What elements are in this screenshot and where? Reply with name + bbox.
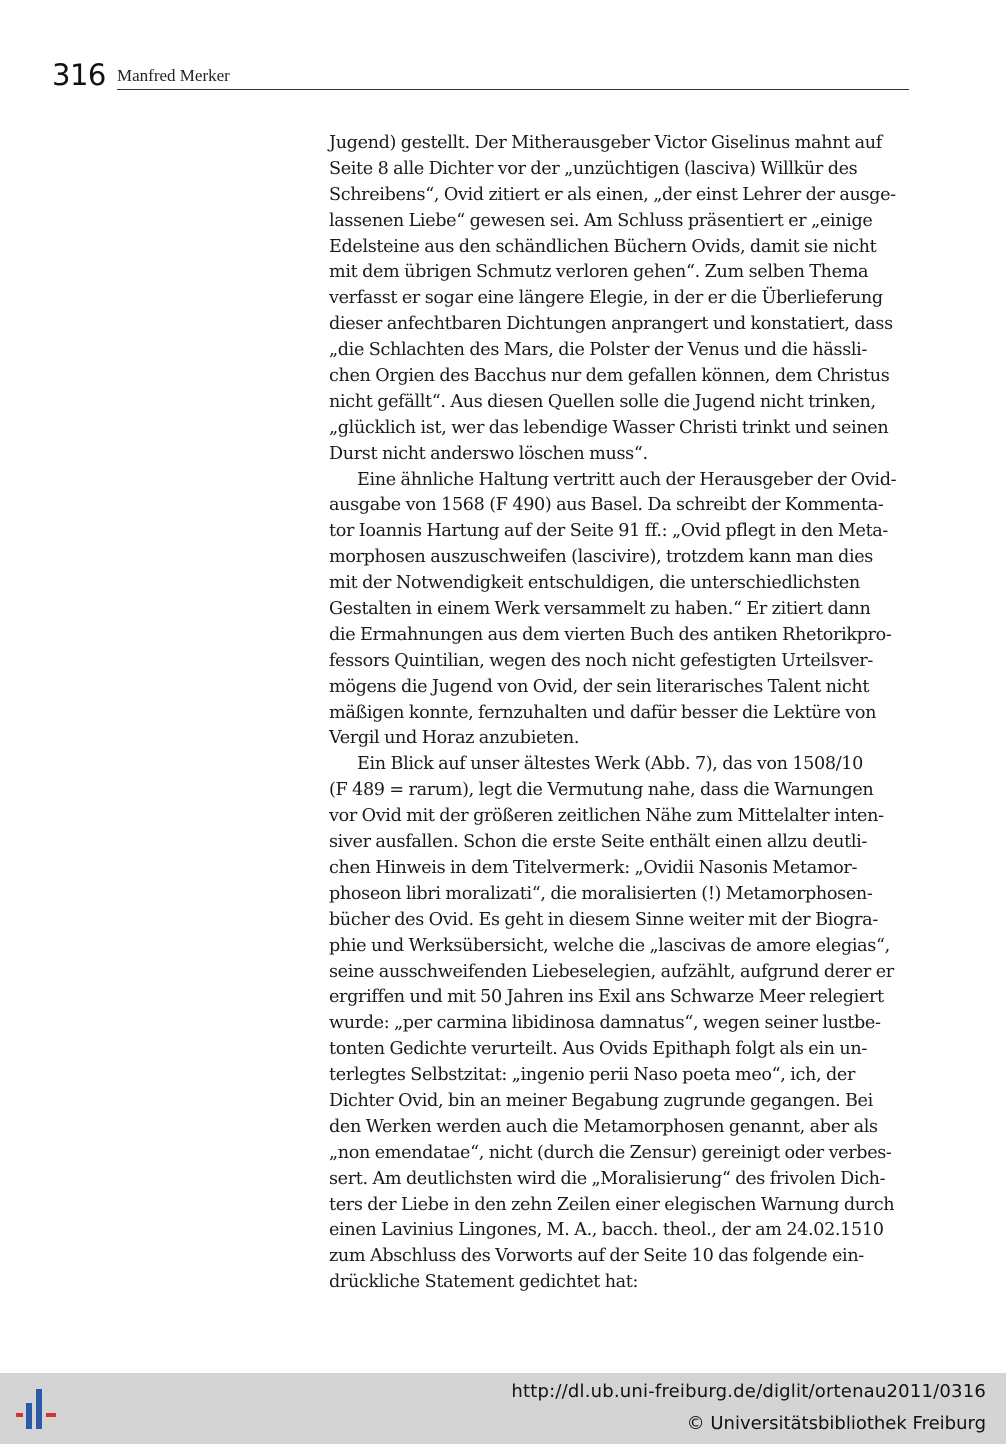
text-line: ergriffen und mit 50 Jahren ins Exil ans Schwarze Meer relegiert — [329, 987, 884, 1008]
text-line: lassenen Liebe“ gewesen sei. Am Schluss präsentiert er „einige — [329, 210, 873, 231]
text-line: (F 489 = rarum), legt die Vermutung nahe, dass die Warnungen — [329, 780, 874, 801]
text-line: bücher des Ovid. Es geht in diesem Sinne weiter mit der Biogra- — [329, 909, 878, 930]
text-line: nicht gefällt“. Aus diesen Quellen solle die Jugend nicht trinken, — [329, 391, 876, 412]
body-text — [329, 131, 909, 1296]
text-line: phoseon libri moralizati“, die moralisierten (!) Metamorphosen- — [329, 883, 873, 904]
text-line: Gestalten in einem Werk versammelt zu haben.“ Er zitiert dann — [329, 599, 871, 620]
text-line: mögens die Jugend von Ovid, der sein literarisches Talent nicht — [329, 676, 870, 697]
text-line: wurde: „per carmina libidinosa damnatus“, wegen seiner lustbe- — [329, 1013, 881, 1034]
text-line: mäßigen konnte, fernzuhalten und dafür besser die Lektüre von — [329, 702, 877, 723]
text-line: ters der Liebe in den zehn Zeilen einer elegischen Warnung durch — [329, 1194, 895, 1215]
text-line: vor Ovid mit der größeren zeitlichen Nähe zum Mittelalter inten- — [329, 806, 884, 827]
text-line: seine ausschweifenden Liebeselegien, aufzählt, aufgrund derer er — [329, 961, 894, 982]
text-line: chen Orgien des Bacchus nur dem gefallen können, dem Christus — [329, 366, 890, 387]
text-line: sert. Am deutlichsten wird die „Moralisierung“ des frivolen Dich- — [329, 1168, 886, 1189]
text-line: Jugend) gestellt. Der Mitherausgeber Victor Giselinus mahnt auf — [329, 133, 882, 153]
paragraph-first-line: Eine ähnliche Haltung vertritt auch der Herausgeber der Ovid- — [357, 469, 897, 490]
text-line: „non emendatae“, nicht (durch die Zensur) gereinigt oder verbes- — [329, 1142, 892, 1163]
text-line: siver ausfallen. Schon die erste Seite enthält einen allzu deutli- — [329, 832, 868, 853]
text-line: Seite 8 alle Dichter vor der „unzüchtigen (lasciva) Willkür des — [329, 158, 858, 179]
text-line: Dichter Ovid, bin an meiner Begabung zugrunde gegangen. Bei — [329, 1090, 873, 1111]
text-line: den Werken werden auch die Metamorphosen genannt, aber als — [329, 1116, 878, 1137]
text-line: tor Ioannis Hartung auf der Seite 91 ff.: „Ovid pflegt in den Meta- — [329, 521, 889, 542]
text-line: die Ermahnungen aus dem vierten Buch des antiken Rhetorikpro- — [329, 624, 892, 645]
text-line: phie und Werksübersicht, welche die „lascivas de amore elegias“, — [329, 935, 890, 956]
text-line: Edelsteine aus den schändlichen Büchern Ovids, damit sie nicht — [329, 236, 877, 257]
page-number: 316 — [52, 58, 106, 92]
text-line: ausgabe von 1568 (F 490) aus Basel. Da schreibt der Kommenta- — [329, 495, 884, 516]
footer-url-link[interactable]: http://dl.ub.uni-freiburg.de/diglit/ortenau2011/0316 — [511, 1381, 986, 1402]
text-line: „glücklich ist, wer das lebendige Wasser Christi trinkt und seinen — [329, 417, 889, 438]
text-line: Schreibens“, Ovid zitiert er als einen, „der einst Lehrer der ausge- — [329, 184, 896, 205]
text-line: dieser anfechtbaren Dichtungen anprangert und konstatiert, dass — [329, 314, 893, 335]
text-line: Vergil und Horaz anzubieten. — [329, 728, 580, 749]
text-line: Durst nicht anderswo löschen muss“. — [329, 443, 648, 464]
footer-copyright: © Universitätsbibliothek Freiburg — [686, 1413, 986, 1434]
text-line: drückliche Statement gedichtet hat: — [329, 1272, 639, 1293]
text-line: einen Lavinius Lingones, M. A., bacch. theol., der am 24.02.1510 — [329, 1220, 884, 1241]
text-line: mit dem übrigen Schmutz verloren gehen“. Zum selben Thema — [329, 262, 869, 283]
header-rule — [117, 89, 909, 90]
running-head: Manfred Merker — [117, 66, 230, 85]
ub-freiburg-logo-icon — [16, 1385, 64, 1433]
text-line: fessors Quintilian, wegen des noch nicht gefestigten Urteilsver- — [329, 650, 873, 671]
text-line: morphosen auszuschweifen (lascivire), trotzdem kann man dies — [329, 547, 873, 568]
text-line: „die Schlachten des Mars, die Polster der Venus und die hässli- — [329, 340, 868, 361]
page-header — [0, 0, 1006, 100]
text-line: terlegtes Selbstzitat: „ingenio perii Naso poeta meo“, ich, der — [329, 1065, 856, 1086]
text-line: tonten Gedichte verurteilt. Aus Ovids Epithaph folgt als ein un- — [329, 1039, 867, 1060]
text-line: mit der Notwendigkeit entschuldigen, die unterschiedlichsten — [329, 573, 860, 594]
footer-bar — [0, 1373, 1006, 1444]
text-line: verfasst er sogar eine längere Elegie, in der er die Überlieferung — [329, 288, 883, 309]
text-line: chen Hinweis in dem Titelvermerk: „Ovidii Nasonis Metamor- — [329, 857, 858, 878]
paragraph-first-line: Ein Blick auf unser ältestes Werk (Abb. 7), das von 1508/10 — [357, 754, 863, 775]
text-line: zum Abschluss des Vorworts auf der Seite 10 das folgende ein- — [329, 1246, 864, 1267]
